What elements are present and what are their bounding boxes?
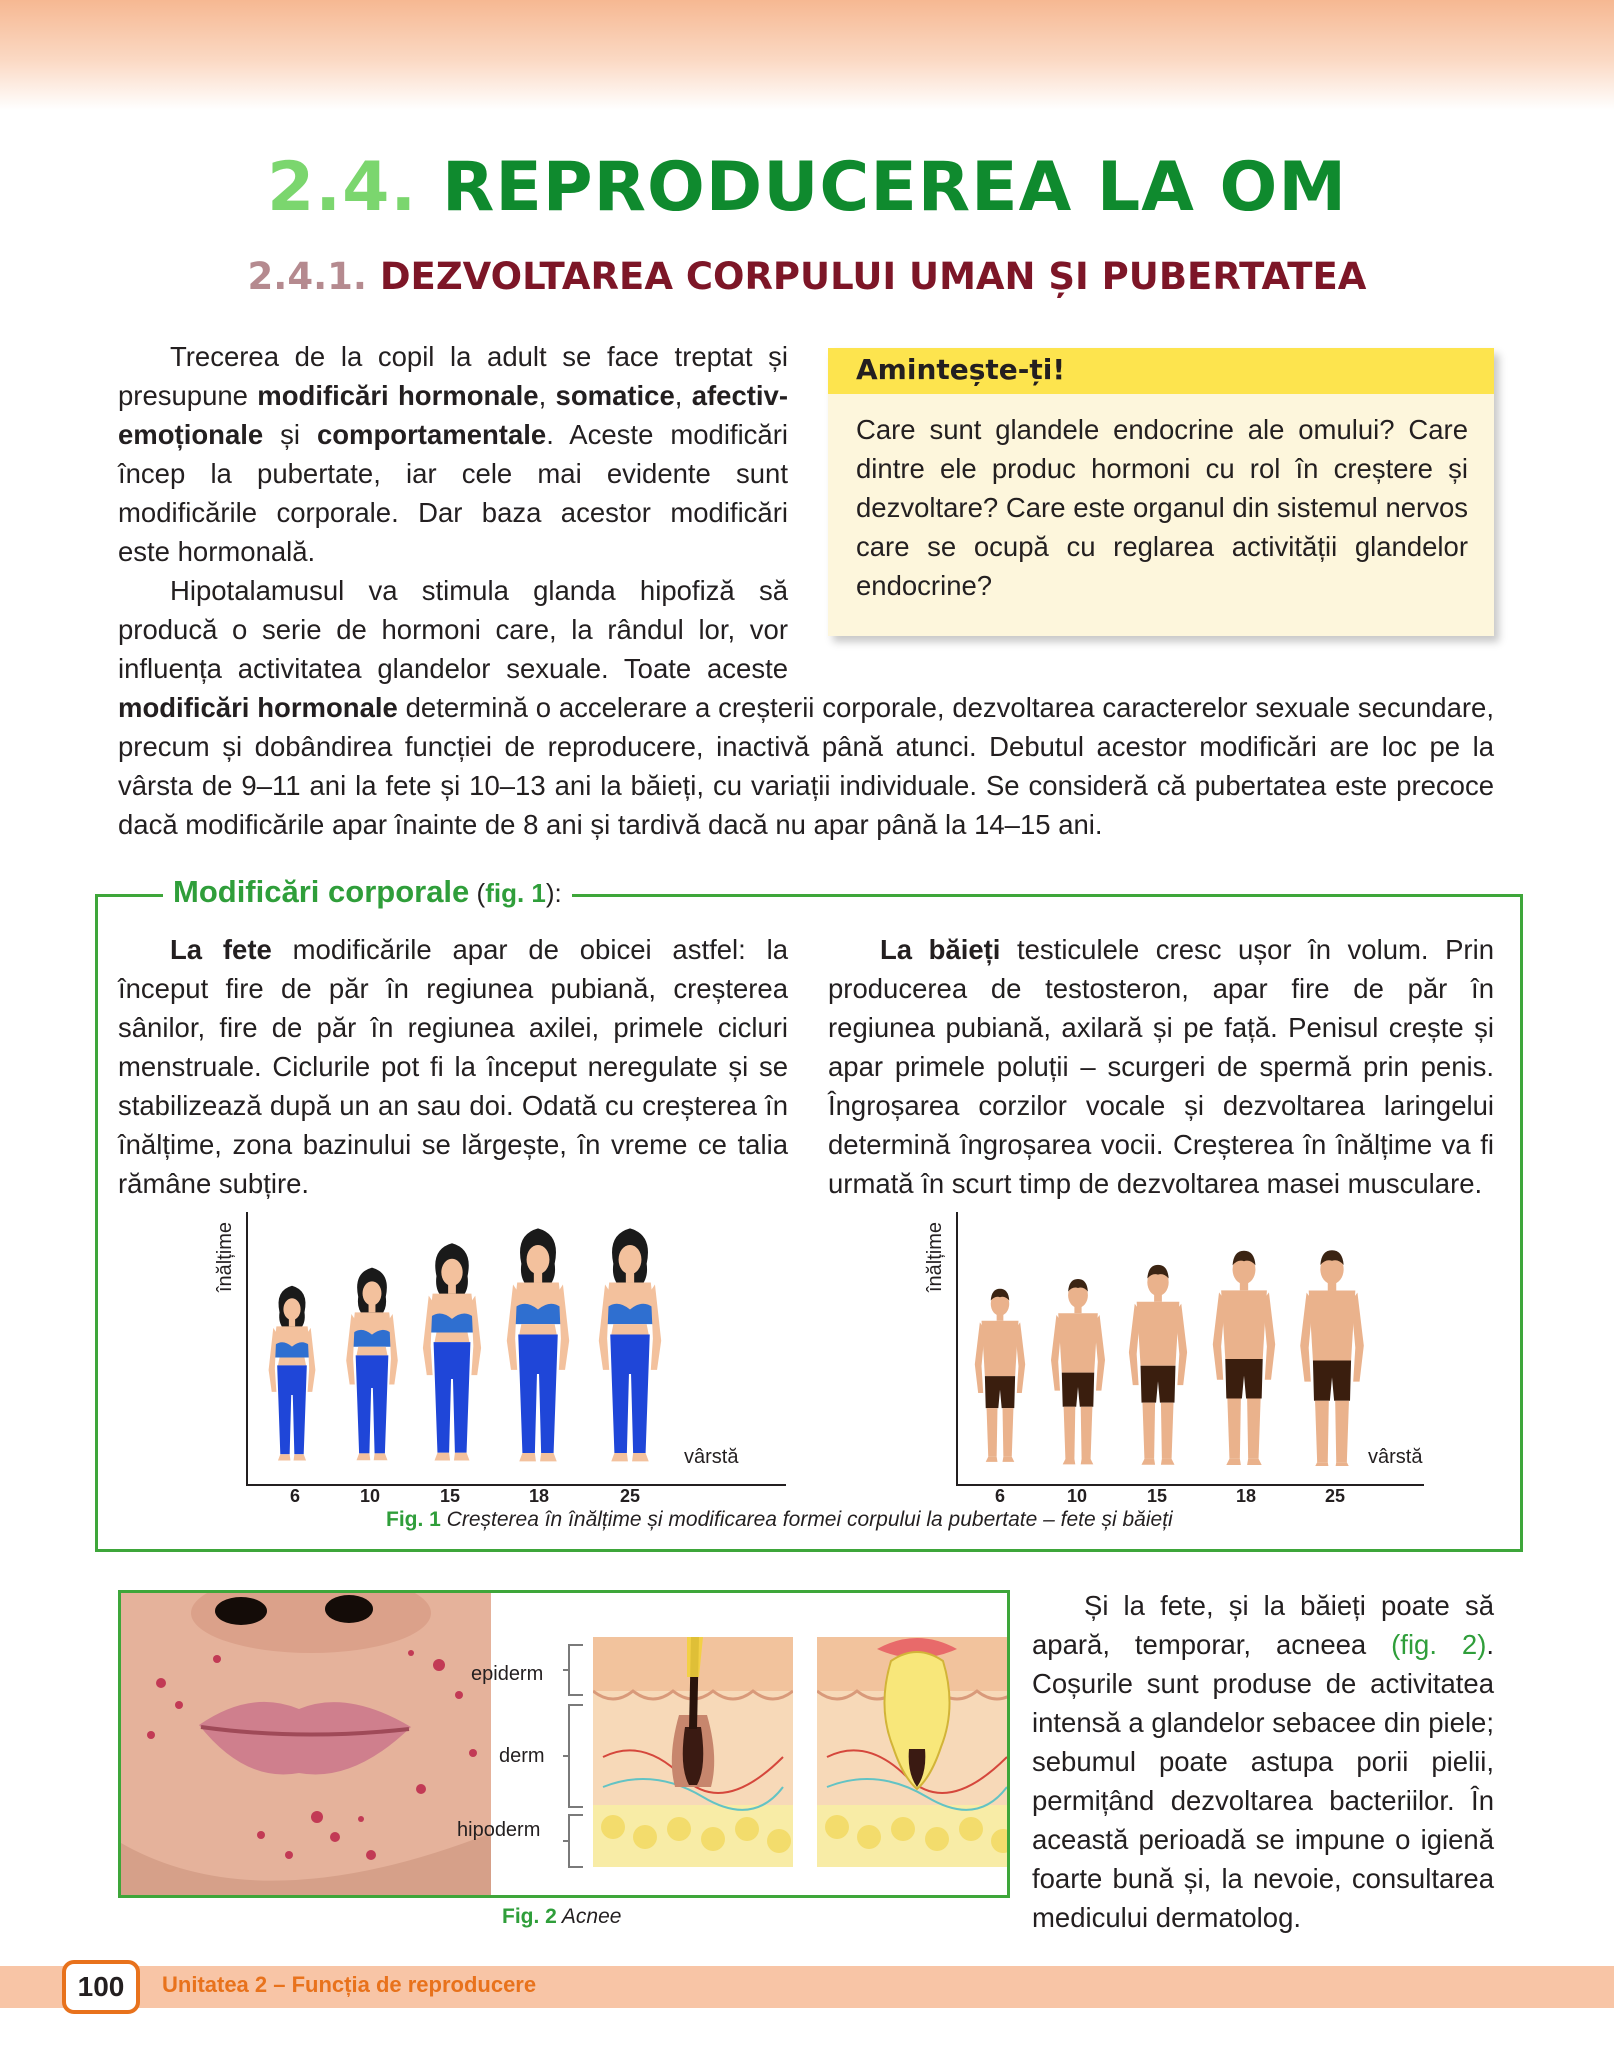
girls-y-axis: [246, 1212, 248, 1486]
page-title: [0, 148, 1614, 227]
girls-tick: 25: [619, 1486, 641, 1506]
recall-text: Care sunt glandele endocrine ale omului? Care dintre ele produc hormoni cu rol în creștere și dezvoltare? Care este organul din sistemul nervos care se ocupă cu reglarea activității glandelor endocrine?: [856, 414, 1468, 601]
boys-y-label: înălțime: [924, 1221, 946, 1292]
subtitle-text: DEZVOLTAREA CORPULUI UMAN ȘI PUBERTATEA: [379, 255, 1367, 298]
girls-growth-illustration: [262, 1212, 702, 1462]
boys-tick: 6: [994, 1486, 1005, 1506]
girls-x-label: vârstă: [684, 1446, 739, 1468]
boys-growth-illustration: [968, 1230, 1388, 1466]
section-title: [0, 255, 1614, 298]
boys-x-label: vârstă: [1368, 1446, 1423, 1468]
intro-paragraph-1: Trecerea de la copil la adult se face treptat și presupune modificări hormonale, somatice, afectiv-emoționale și comportamentale. Aceste modificări încep la pubertate, iar cele mai evidente sunt modificările corporale. Dar baza acestor modificări este hormonală.: [118, 341, 789, 567]
layer-label-epiderm: epiderm: [471, 1663, 544, 1685]
title-number: 2.4.: [266, 148, 418, 227]
boys-tick: 10: [1066, 1486, 1088, 1506]
girls-paragraph: La fete modificările apar de obicei astfel: la început fire de păr în regiunea pubiană, creșterea sânilor, fire de păr în regiunea axilei, primele cicluri menstruale. Ciclurile pot fi la început neregulate și se stabilizează după un an sau doi. Odată cu creșterea în înălțime, zona bazinului se lărgește, în vreme ce talia rămâne subțire.: [118, 934, 788, 1199]
girls-tick: 18: [528, 1486, 550, 1506]
recall-box: [828, 348, 1494, 636]
boys-tick: 25: [1324, 1486, 1346, 1506]
fig1-caption: Fig. 1 Creșterea în înălțime și modificarea formei corpului la pubertate – fete și băieți: [386, 1508, 1173, 1531]
boys-tick: 18: [1235, 1486, 1257, 1506]
boys-y-axis: [956, 1212, 958, 1486]
acne-face-photo: [121, 1593, 491, 1895]
girls-y-label: înălțime: [214, 1221, 236, 1292]
unit-title: Unitatea 2 – Funcția de reproducere: [162, 1972, 537, 1997]
girls-tick: 15: [439, 1486, 461, 1506]
body-changes-heading: Modificări corporale (fig. 1):: [163, 874, 572, 910]
girls-x-axis: [246, 1484, 786, 1486]
layer-label-hipoderm: hipoderm: [457, 1819, 541, 1841]
layer-brackets: [563, 1643, 591, 1869]
boys-tick: 15: [1146, 1486, 1168, 1506]
girls-tick: 6: [289, 1486, 300, 1506]
fig2-caption: Fig. 2 Acnee: [502, 1905, 622, 1928]
header-band: [0, 0, 1614, 110]
subtitle-number: 2.4.1.: [247, 255, 367, 298]
acne-figure: [118, 1590, 1010, 1898]
page-number: 100: [62, 1960, 140, 2014]
boys-paragraph: La băieți testiculele cresc ușor în volum. Prin producerea de testosteron, apar fire de păr în regiunea pubiană, axilară și pe față. Penisul crește și apar primele poluții – scurgeri de spermă prin penis. Îngroșarea corzilor vocale și dezvoltarea laringelui determină îngroșarea vocii. Creșterea în înălțime va fi urmată în scurt timp de dezvoltarea masei musculare.: [828, 934, 1494, 1199]
girls-tick: 10: [359, 1486, 381, 1506]
acne-paragraph: Și la fete, și la băieți poate să apară, temporar, acneea (fig. 2). Coșurile sunt produse de activitatea intensă a glandelor sebacee din piele; sebumul poate astupa porii pielii, permițând dezvoltarea bacteriilor. În această perioadă se impune o igienă foarte bună și, la nevoie, consultarea medicului dermatolog.: [1032, 1590, 1495, 1933]
layer-label-derm: derm: [499, 1745, 545, 1767]
skin-section-normal: [593, 1637, 793, 1867]
recall-title: Amintește-ți!: [828, 348, 1494, 394]
intro-paragraph-2-continued: modificări hormonale determină o accelerare a creșterii corporale, dezvoltarea caracterelor sexuale secundare, precum și dobândirea funcției de reproducere, inactivă până atunci. Debutul acestor modificări are loc pe la vârsta de 9–11 ani la fete și 10–13 ani la băieți, cu variații individuale. Se consideră că pubertatea este precoce dacă modificările apar înainte de 8 ani și tardivă dacă nu apar până la 14–15 ani.: [118, 692, 1494, 840]
intro-paragraph-2: Hipotalamusul va stimula glanda hipofiză să producă o serie de hormoni care, la rândul lor, vor influența activitatea glandelor sexuale. Toate aceste: [118, 575, 788, 684]
skin-section-acne: [817, 1637, 1010, 1867]
title-text: REPRODUCEREA LA OM: [441, 148, 1348, 227]
